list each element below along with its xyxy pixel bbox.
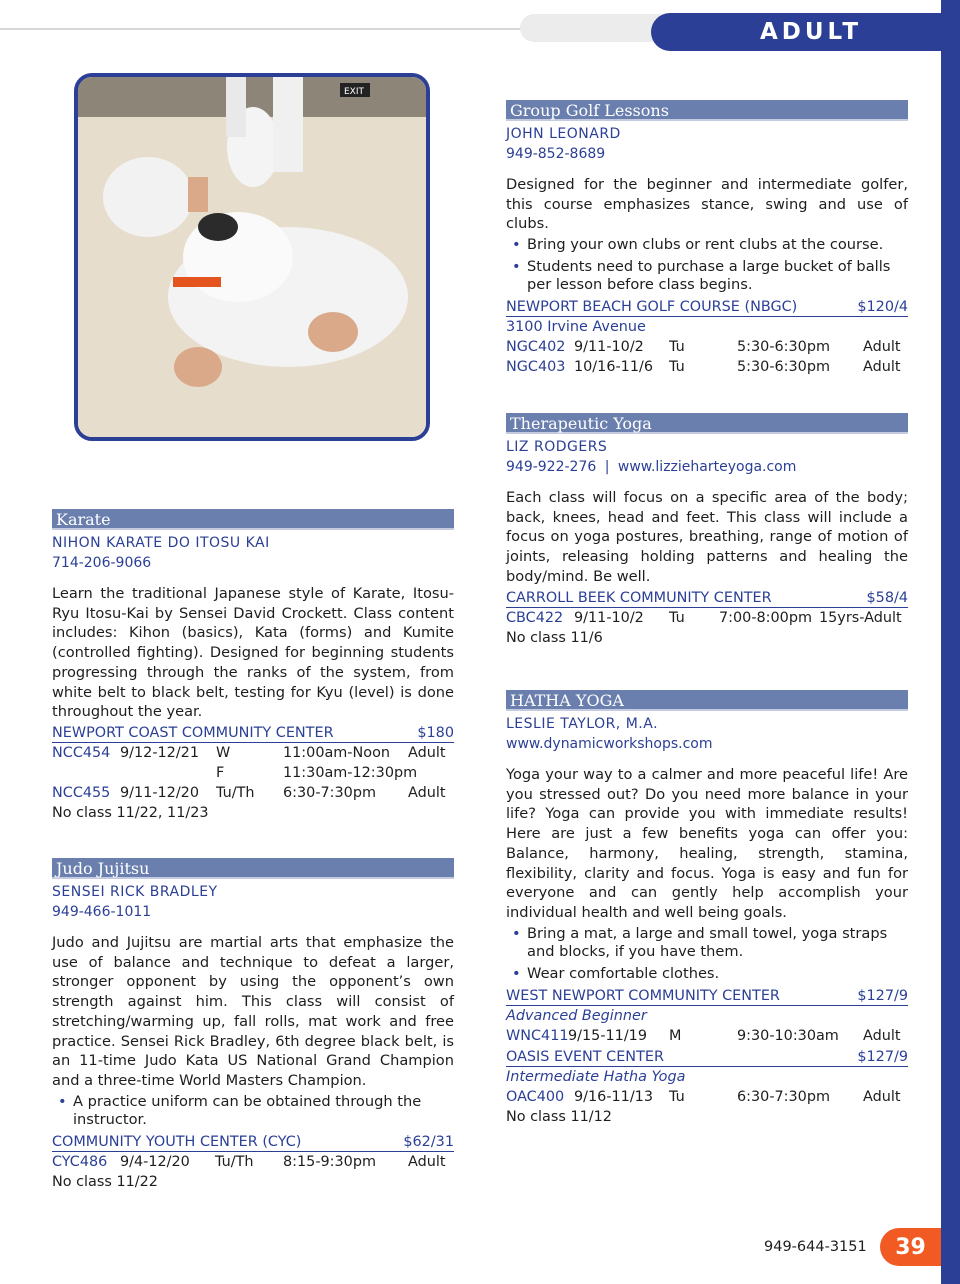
location-name: OASIS EVENT CENTER bbox=[506, 1048, 664, 1065]
karate-no-class-note: No class 11/22, 11/23 bbox=[52, 804, 209, 821]
golf-bullets bbox=[506, 236, 908, 294]
hatha-yoga-no-class-note: No class 11/12 bbox=[506, 1108, 612, 1125]
class-time: 9:30-10:30am bbox=[737, 1027, 839, 1044]
judo-title: Judo Jujitsu bbox=[52, 858, 454, 879]
class-time: 7:00-8:00pm bbox=[719, 609, 812, 626]
class-time: 5:30-6:30pm bbox=[737, 339, 830, 356]
contact-separator: | bbox=[604, 459, 610, 475]
therapeutic-yoga-phone: 949-922-276 bbox=[506, 459, 597, 475]
therapeutic-yoga-section bbox=[506, 413, 908, 648]
class-days: M bbox=[669, 1027, 682, 1044]
golf-instructor: JOHN LEONARD bbox=[506, 126, 621, 142]
hatha-yoga-website[interactable]: www.dynamicworkshops.com bbox=[506, 736, 713, 752]
class-days: Tu bbox=[669, 1088, 685, 1105]
bullet-item: • Wear comfortable clothes. bbox=[506, 965, 908, 983]
martial-arts-photo bbox=[74, 73, 430, 441]
class-dates: 10/16-11/6 bbox=[574, 359, 653, 376]
class-time: 6:30-7:30pm bbox=[283, 784, 376, 801]
judo-bullets bbox=[52, 1093, 454, 1129]
golf-description: Designed for the beginner and intermediate golfer, this course emphasizes stance, swing and use of clubs. bbox=[506, 176, 908, 233]
therapeutic-yoga-description: Each class will focus on a specific area of the body; back, knees, head and feet. This class will include a focus on yoga postures, breathing, range of motion of joints, releasing holding patterns and healing the body/mind. Be well. bbox=[506, 489, 908, 585]
class-age: Adult bbox=[863, 359, 901, 376]
judo-location-name: COMMUNITY YOUTH CENTER (CYC) bbox=[52, 1133, 302, 1150]
class-time: 11:30am-12:30pm bbox=[283, 764, 418, 781]
hatha-yoga-bullets bbox=[506, 925, 908, 983]
therapeutic-yoga-website[interactable]: www.lizzieharteyoga.com bbox=[617, 459, 797, 475]
class-age: Adult bbox=[408, 1153, 446, 1170]
therapeutic-yoga-location-name: CARROLL BEEK COMMUNITY CENTER bbox=[506, 589, 772, 606]
class-code: WNC411 bbox=[506, 1027, 569, 1044]
class-days: Tu bbox=[669, 339, 685, 356]
golf-section bbox=[506, 100, 908, 377]
class-row bbox=[506, 357, 908, 377]
karate-section bbox=[52, 509, 454, 823]
therapeutic-yoga-location bbox=[506, 589, 908, 608]
class-time: 5:30-6:30pm bbox=[737, 359, 830, 376]
hatha-yoga-location-1 bbox=[506, 987, 908, 1006]
class-dates: 9/11-10/2 bbox=[574, 609, 644, 626]
therapeutic-yoga-title: Therapeutic Yoga bbox=[506, 413, 908, 434]
class-row bbox=[52, 783, 454, 803]
class-age: Adult bbox=[863, 1088, 901, 1105]
karate-title: Karate bbox=[52, 509, 454, 530]
hatha-yoga-title: HATHA YOGA bbox=[506, 690, 908, 711]
judo-no-class-note: No class 11/22 bbox=[52, 1173, 158, 1190]
judo-photo-illustration bbox=[78, 77, 426, 437]
class-days: Tu bbox=[669, 609, 685, 626]
judo-instructor: SENSEI RICK BRADLEY bbox=[52, 884, 218, 900]
therapeutic-yoga-contact bbox=[506, 457, 908, 477]
therapeutic-yoga-no-class-note: No class 11/6 bbox=[506, 629, 603, 646]
class-row bbox=[52, 763, 454, 783]
class-days: Tu bbox=[669, 359, 685, 376]
hatha-yoga-location-2 bbox=[506, 1048, 908, 1067]
karate-instructor: NIHON KARATE DO ITOSU KAI bbox=[52, 535, 270, 551]
class-row bbox=[506, 1026, 908, 1046]
golf-title: Group Golf Lessons bbox=[506, 100, 908, 121]
hatha-yoga-description: Yoga your way to a calmer and more peaceful life! Are you stressed out? Do you need more balance in your life? Yoga can provide you with immediate results! Here are just a few benefits yoga can offer you: Balance, harmony, healing, strength, stamina, flexibility, clarity and focus. Yoga is easy and fun for everyone and can gently help accomplish your individual health and well being goals. bbox=[506, 766, 908, 921]
class-days: F bbox=[216, 764, 225, 781]
hatha-yoga-instructor: LESLIE TAYLOR, M.A. bbox=[506, 716, 659, 732]
class-dates: 9/11-10/2 bbox=[574, 339, 644, 356]
judo-location-price: $62/31 bbox=[403, 1133, 454, 1150]
class-dates: 9/12-12/21 bbox=[120, 744, 199, 761]
therapeutic-yoga-instructor: LIZ RODGERS bbox=[506, 439, 608, 455]
class-code: NCC455 bbox=[52, 784, 111, 801]
class-code: CBC422 bbox=[506, 609, 564, 626]
golf-phone: 949-852-8689 bbox=[506, 146, 606, 162]
judo-phone: 949-466-1011 bbox=[52, 904, 152, 920]
class-code: NGC402 bbox=[506, 339, 566, 356]
class-level: Advanced Beginner bbox=[506, 1007, 647, 1024]
section-tab-adult: ADULT bbox=[651, 13, 941, 51]
therapeutic-yoga-location-price: $58/4 bbox=[866, 589, 908, 606]
class-row bbox=[506, 608, 908, 628]
class-row bbox=[52, 743, 454, 763]
judo-location bbox=[52, 1133, 454, 1152]
karate-location-price: $180 bbox=[417, 724, 454, 741]
class-time: 8:15-9:30pm bbox=[283, 1153, 376, 1170]
karate-location-name: NEWPORT COAST COMMUNITY CENTER bbox=[52, 724, 334, 741]
class-days: W bbox=[216, 744, 231, 761]
class-days: Tu/Th bbox=[215, 1153, 254, 1170]
karate-phone: 714-206-9066 bbox=[52, 555, 152, 571]
class-code: NGC403 bbox=[506, 359, 566, 376]
class-age: 15yrs-Adult bbox=[819, 609, 902, 626]
golf-location bbox=[506, 298, 908, 317]
class-dates: 9/15-11/19 bbox=[568, 1027, 647, 1044]
bullet-item: • A practice uniform can be obtained through the instructor. bbox=[52, 1093, 454, 1129]
class-age: Adult bbox=[408, 744, 446, 761]
bullet-item: • Students need to purchase a large bucket of balls per lesson before class begins. bbox=[506, 258, 908, 294]
karate-location bbox=[52, 724, 454, 743]
footer-phone: 949-644-3151 bbox=[764, 1239, 867, 1255]
class-code: NCC454 bbox=[52, 744, 111, 761]
location-price: $127/9 bbox=[857, 987, 908, 1004]
class-row bbox=[506, 1087, 908, 1107]
class-age: Adult bbox=[863, 1027, 901, 1044]
class-dates: 9/16-11/13 bbox=[574, 1088, 653, 1105]
class-age: Adult bbox=[408, 784, 446, 801]
location-price: $127/9 bbox=[857, 1048, 908, 1065]
judo-description: Judo and Jujitsu are martial arts that emphasize the use of balance and technique to defeat a larger, stronger opponent by using the opponent’s own strength against him. This class will consist of stretching/warming up, fall rolls, mat work and free practice. Sensei Rick Bradley, 6th degree black belt, is an 11-time Judo Kata US National Grand Champion and a three-time World Masters Champion. bbox=[52, 934, 454, 1089]
golf-location-name: NEWPORT BEACH GOLF COURSE (NBGC) bbox=[506, 299, 798, 316]
golf-location-price: $120/4 bbox=[857, 299, 908, 316]
class-time: 11:00am-Noon bbox=[283, 744, 390, 761]
class-code: CYC486 bbox=[52, 1153, 108, 1170]
class-row bbox=[506, 337, 908, 357]
location-name: WEST NEWPORT COMMUNITY CENTER bbox=[506, 987, 780, 1004]
class-days: Tu/Th bbox=[216, 784, 255, 801]
judo-section bbox=[52, 858, 454, 1192]
class-dates: 9/11-12/20 bbox=[120, 784, 199, 801]
class-time: 6:30-7:30pm bbox=[737, 1088, 830, 1105]
karate-description: Learn the traditional Japanese style of Karate, Itosu-Ryu Itosu-Kai by Sensei David Crockett. Class content includes: Kihon (basics), Kata (forms) and Kumite (controlled fighting). Designed for beginning students progressing through the ranks of the system, from white belt to black belt, testing for Kyu (level) is done throughout the year. bbox=[52, 585, 454, 721]
hatha-yoga-section bbox=[506, 690, 908, 1127]
bullet-item: • Bring your own clubs or rent clubs at the course. bbox=[506, 236, 908, 254]
golf-address: 3100 Irvine Avenue bbox=[506, 319, 646, 336]
page-number: 39 bbox=[880, 1228, 941, 1266]
bullet-item: • Bring a mat, a large and small towel, yoga straps and blocks, if you have them. bbox=[506, 925, 908, 961]
exit-sign-text: EXIT bbox=[344, 87, 365, 97]
class-level: Intermediate Hatha Yoga bbox=[506, 1068, 686, 1085]
class-dates: 9/4-12/20 bbox=[120, 1153, 190, 1170]
class-code: OAC400 bbox=[506, 1088, 565, 1105]
class-age: Adult bbox=[863, 339, 901, 356]
class-row bbox=[52, 1152, 454, 1172]
side-color-bar bbox=[941, 0, 960, 1284]
